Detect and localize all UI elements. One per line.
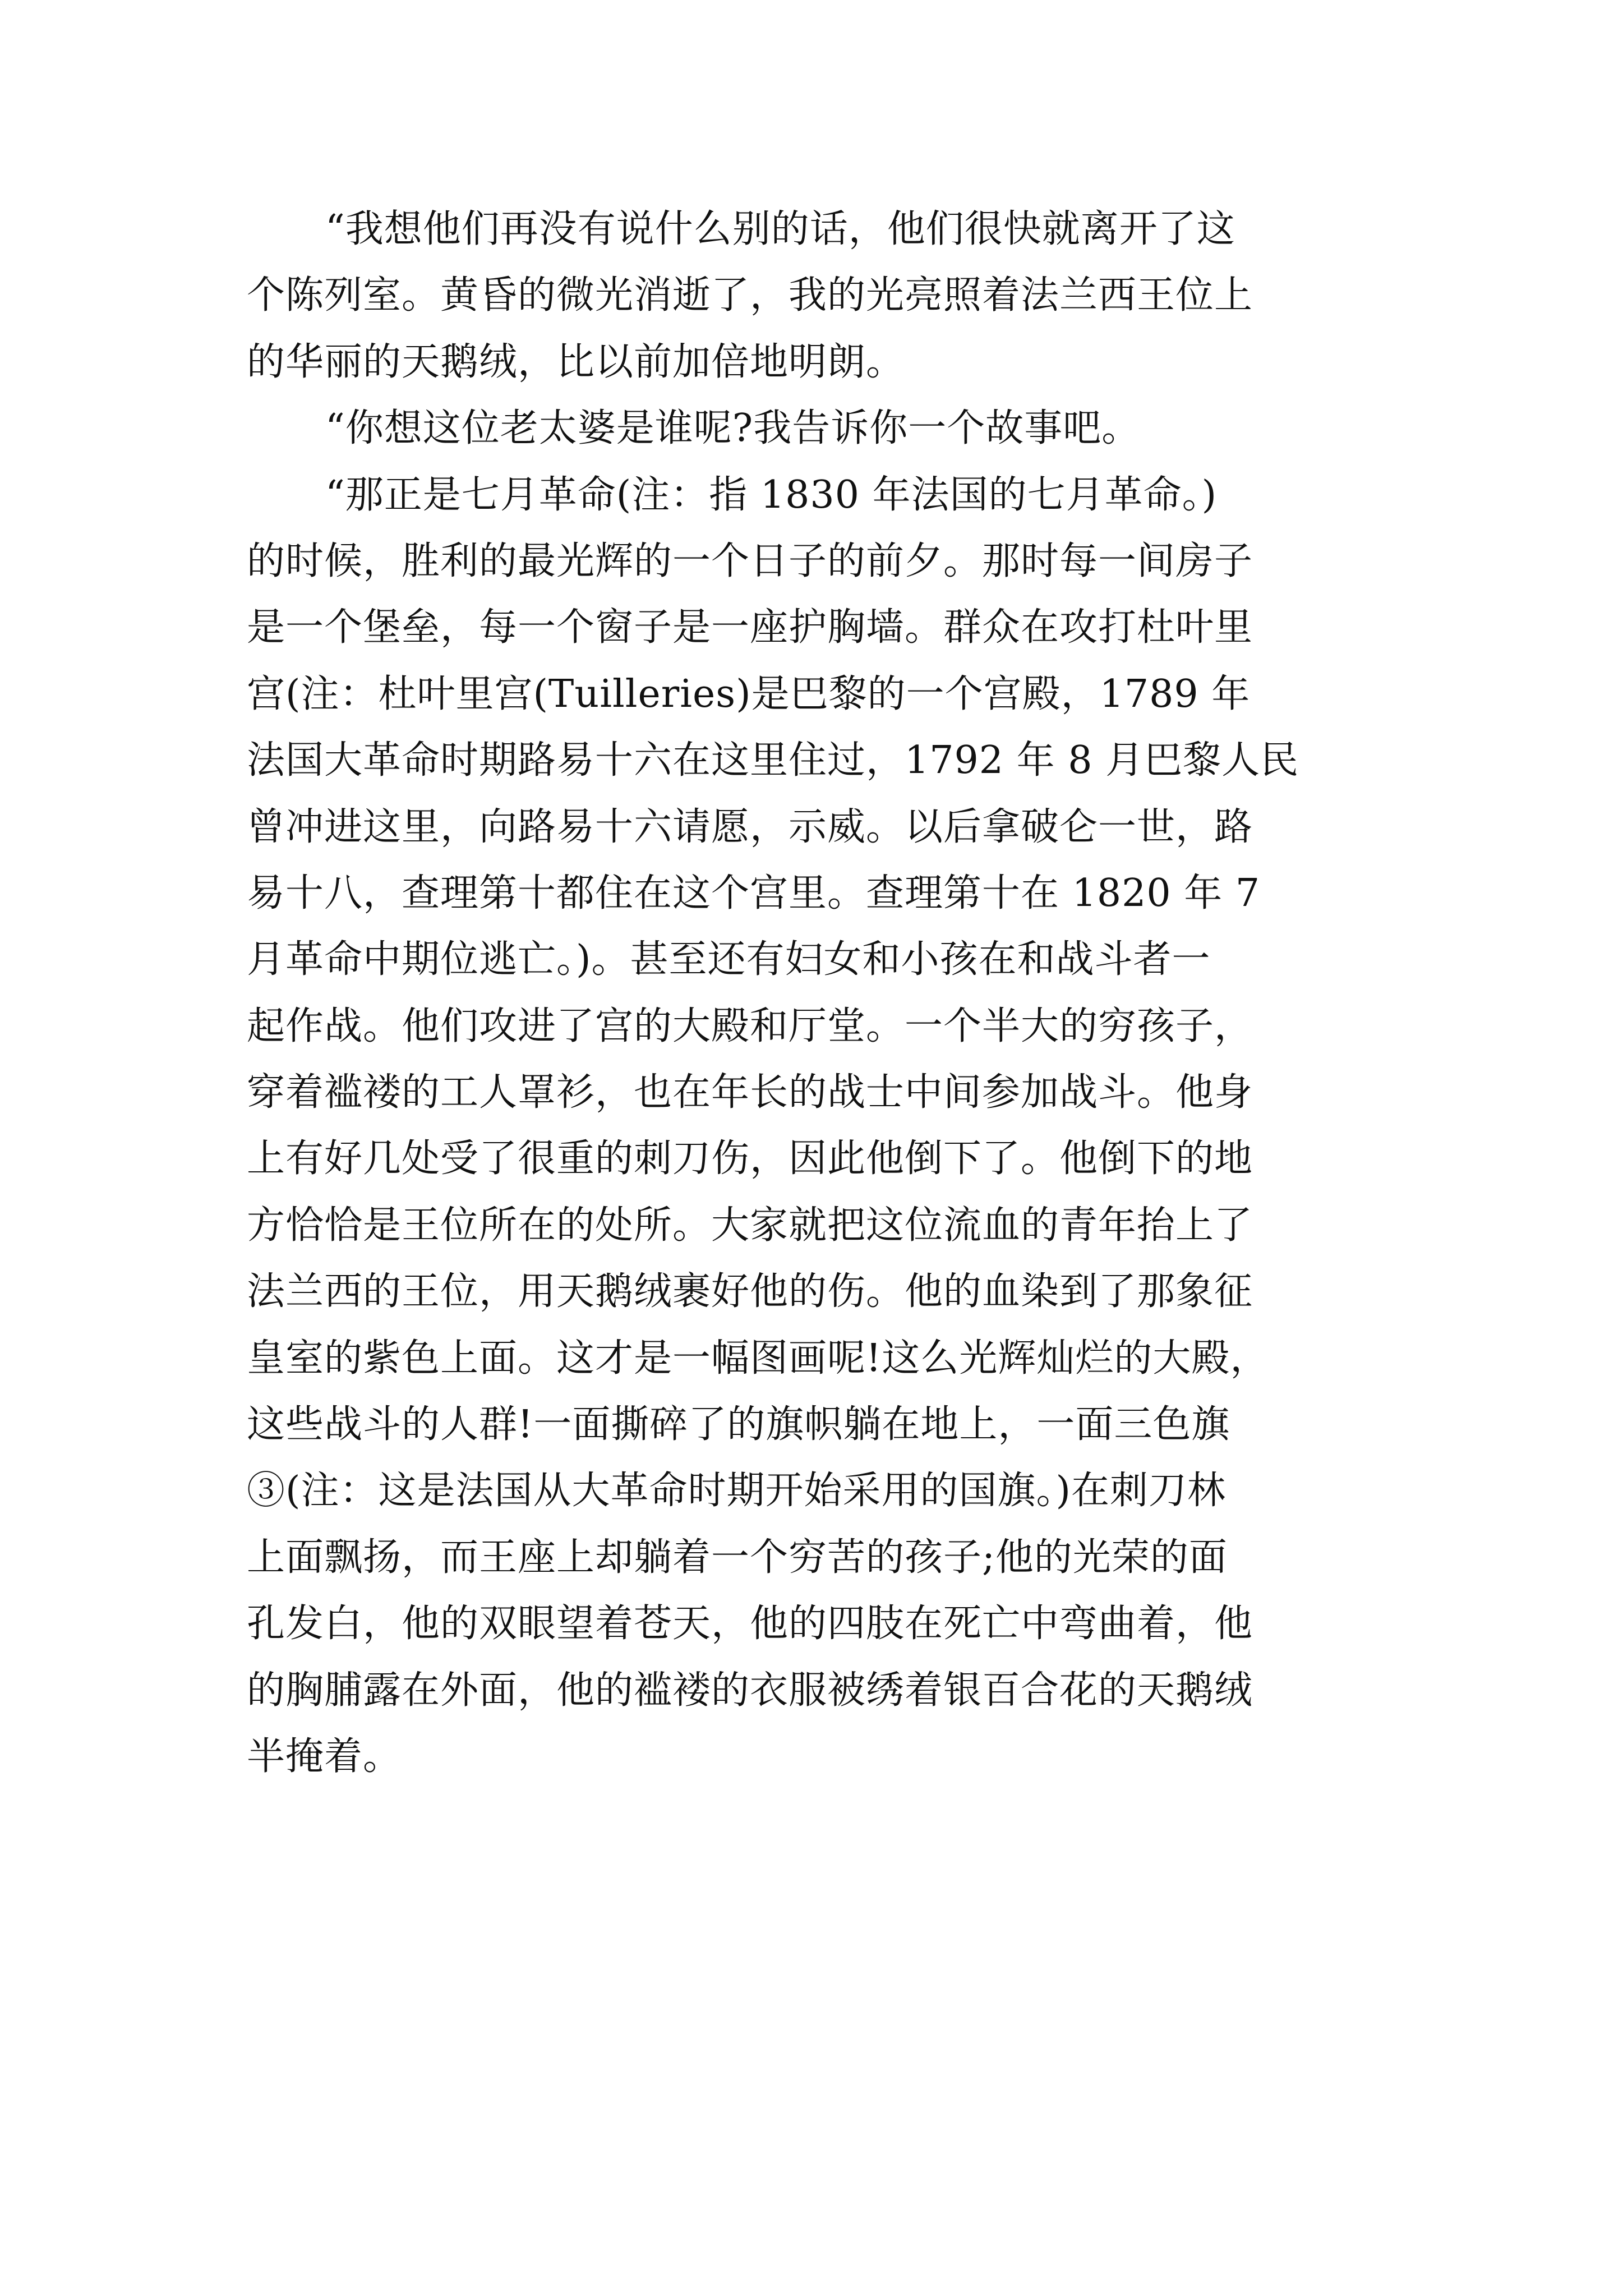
text-line: 半掩着。 bbox=[247, 1734, 402, 1779]
text-line: 是一个堡垒，每一个窗子是一座护胸墙。群众在攻打杜叶里 bbox=[247, 605, 1253, 650]
text-line: 的胸脯露在外面，他的褴褛的衣服被绣着银百合花的天鹅绒 bbox=[247, 1668, 1253, 1713]
text-line: 宫(注：杜叶里宫(Tuilleries)是巴黎的一个宫殿，1789 年 bbox=[247, 671, 1251, 716]
text-line: 法国大革命时期路易十六在这里住过，1792 年 8 月巴黎人民 bbox=[247, 738, 1299, 783]
text-line: 易十八，查理第十都住在这个宫里。查理第十在 1820 年 7 bbox=[247, 871, 1261, 915]
text-line: 起作战。他们攻进了宫的大殿和厅堂。一个半大的穷孩子， bbox=[247, 1004, 1253, 1048]
text-line: “我想他们再没有说什么别的话，他们很快就离开了这 bbox=[325, 207, 1235, 251]
text-line: 方恰恰是王位所在的处所。大家就把这位流血的青年抬上了 bbox=[247, 1203, 1253, 1248]
text-line: ③(注：这是法国从大革命时期开始采用的国旗。)在刺刀林 bbox=[247, 1469, 1227, 1513]
text-line: 穿着褴褛的工人罩衫，也在年长的战士中间参加战斗。他身 bbox=[247, 1070, 1253, 1115]
text-line: 曾冲进这里，向路易十六请愿，示威。以后拿破仑一世，路 bbox=[247, 804, 1253, 849]
text-line: 月革命中期位逃亡。)。甚至还有妇女和小孩在和战斗者一 bbox=[247, 937, 1211, 982]
text-line: 的时候，胜利的最光辉的一个日子的前夕。那时每一间房子 bbox=[247, 539, 1253, 583]
text-line: 孔发白，他的双眼望着苍天，他的四肢在死亡中弯曲着，他 bbox=[247, 1602, 1253, 1646]
text-line: 的华丽的天鹅绒，比以前加倍地明朗。 bbox=[247, 339, 905, 384]
text-line: 法兰西的王位，用天鹅绒裹好他的伤。他的血染到了那象征 bbox=[247, 1269, 1253, 1314]
text-line: 上有好几处受了很重的刺刀伤，因此他倒下了。他倒下的地 bbox=[247, 1137, 1253, 1181]
text-line: 这些战斗的人群!一面撕碎了的旗帜躺在地上，一面三色旗 bbox=[247, 1402, 1230, 1447]
text-line: 个陈列室。黄昏的微光消逝了，我的光亮照着法兰西王位上 bbox=[247, 273, 1253, 318]
body-text bbox=[247, 196, 1391, 1790]
text-line: “那正是七月革命(注：指 1830 年法国的七月革命。) bbox=[325, 472, 1218, 517]
text-line: 皇室的紫色上面。这才是一幅图画呢!这么光辉灿烂的大殿， bbox=[247, 1336, 1269, 1381]
text-line: “你想这位老太婆是谁呢?我告诉你一个故事吧。 bbox=[325, 406, 1141, 451]
text-line: 上面飘扬，而王座上却躺着一个穷苦的孩子;他的光荣的面 bbox=[247, 1535, 1228, 1580]
